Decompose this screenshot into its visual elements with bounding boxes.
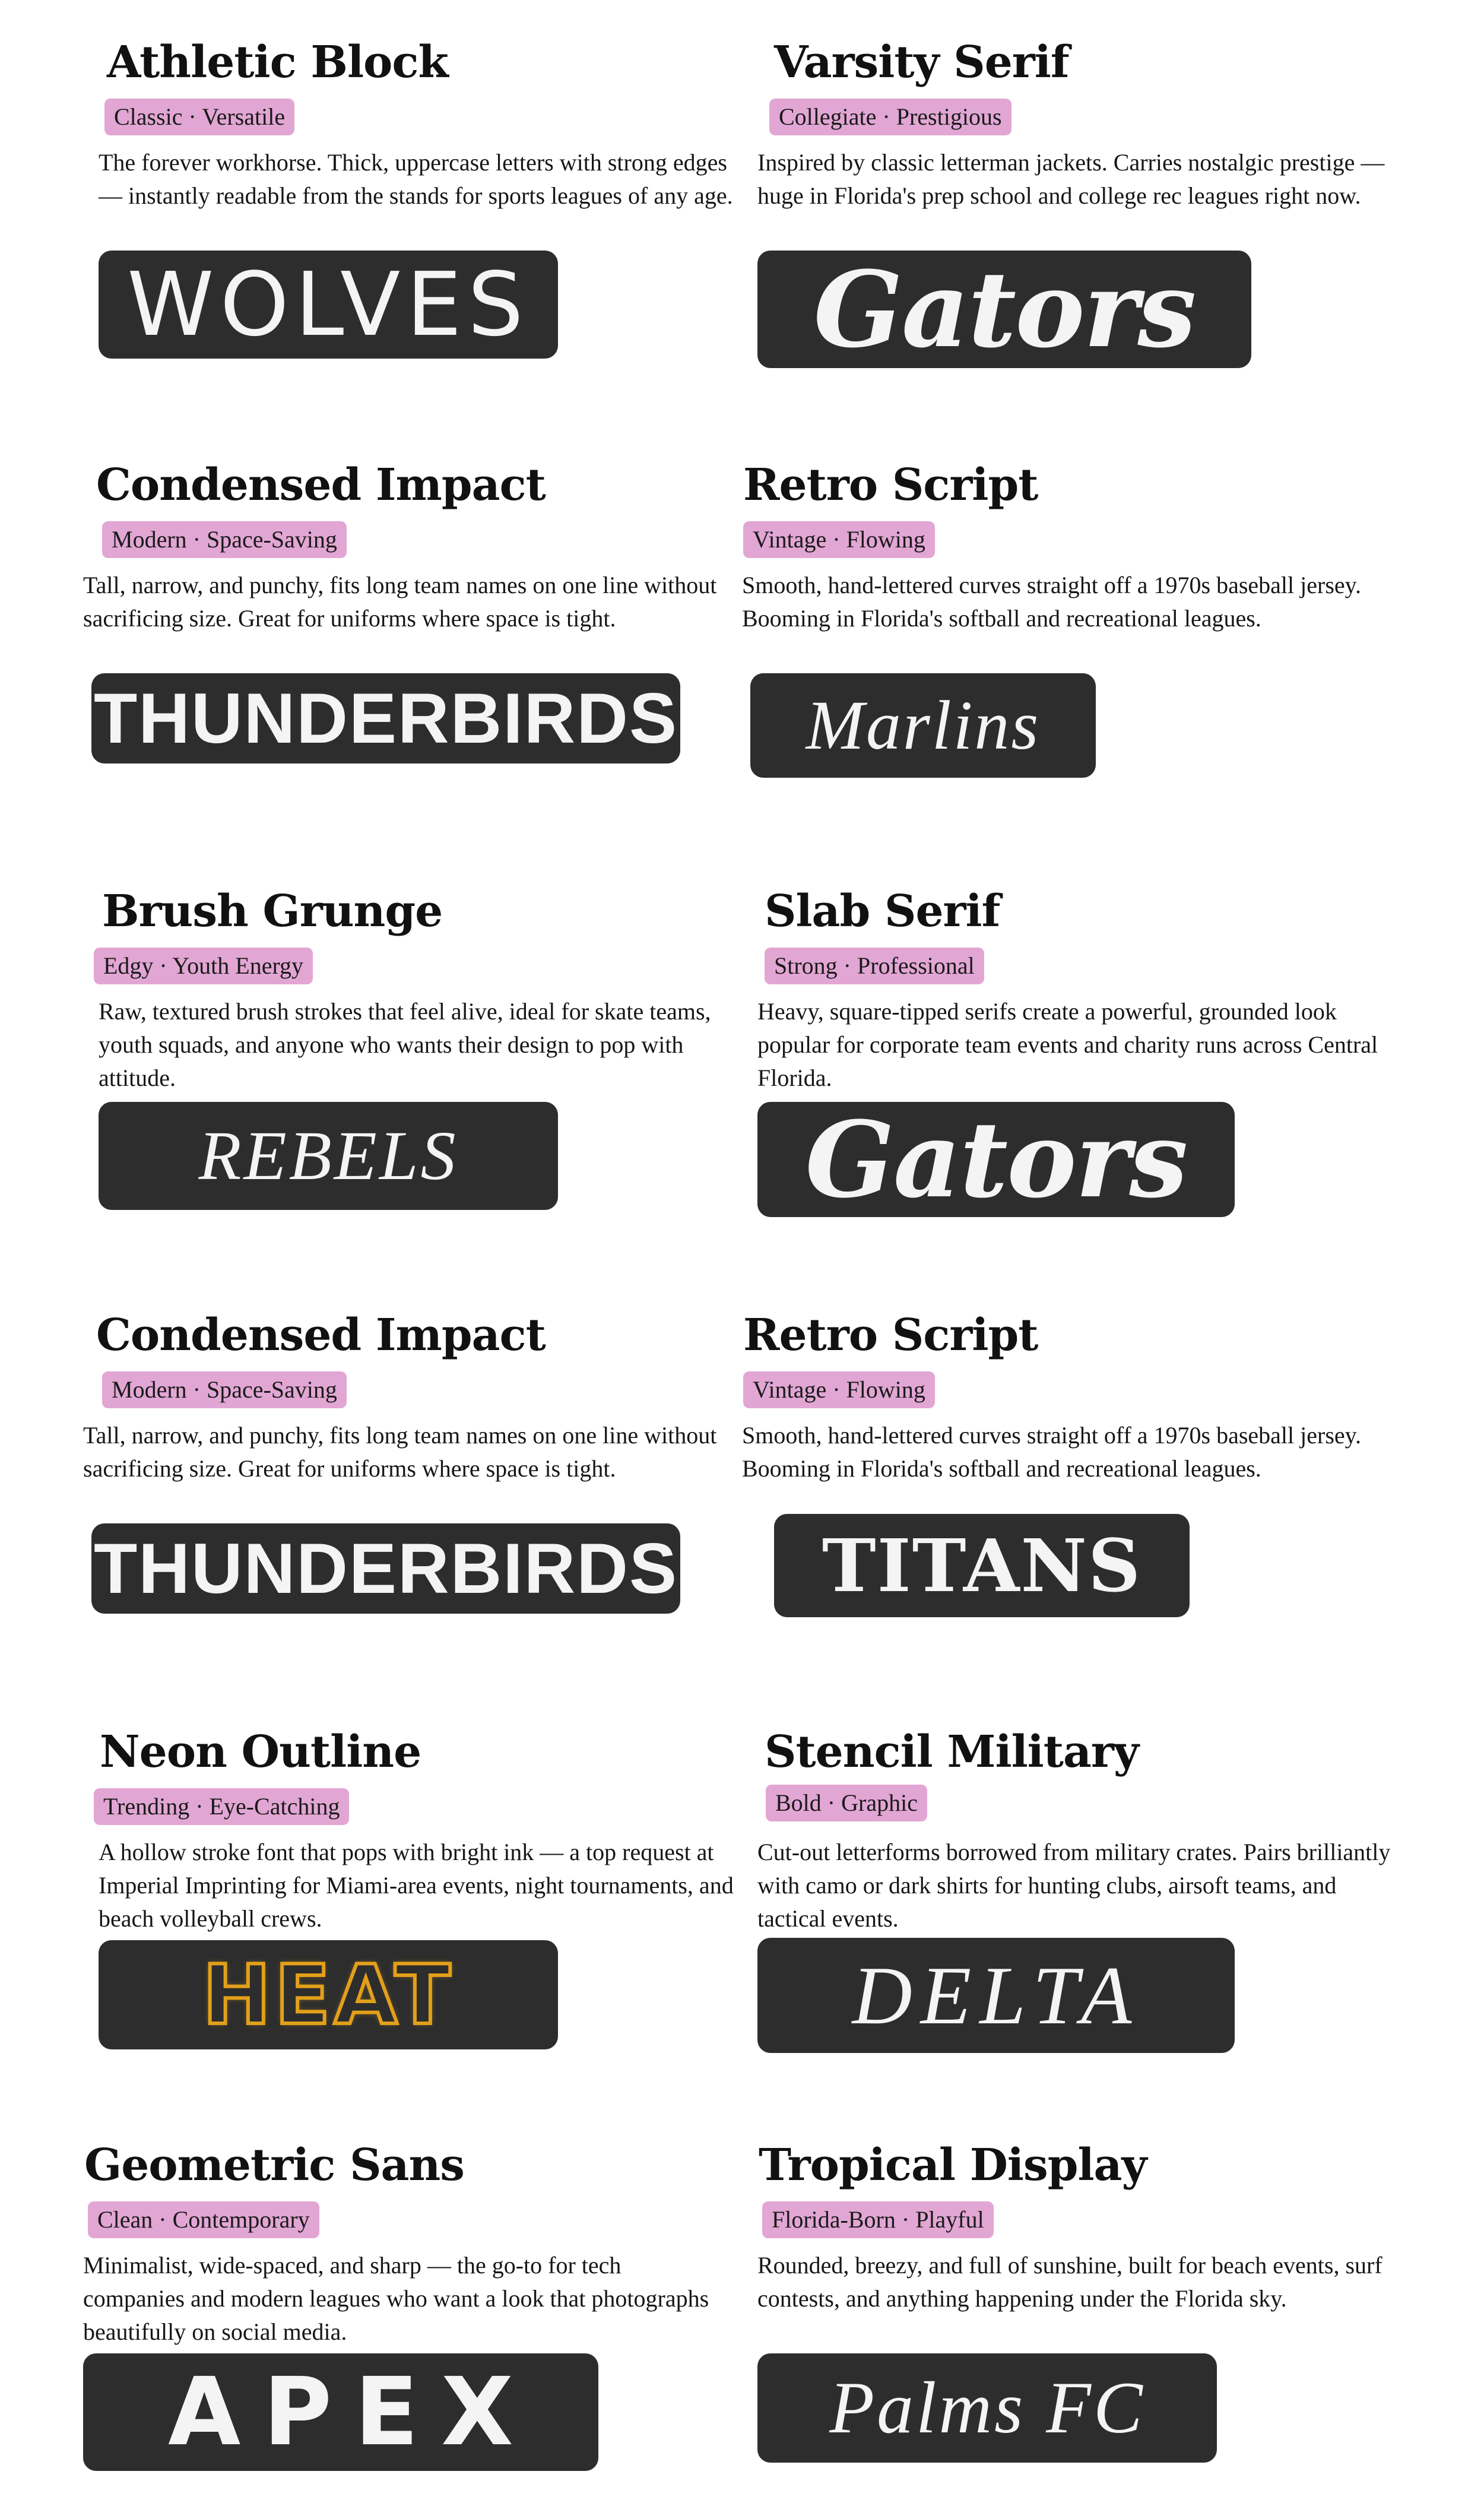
font-tags: Vintage · Flowing [743, 521, 935, 558]
font-title: Stencil Military [765, 1726, 1139, 1778]
font-tags: Trending · Eye-Catching [94, 1788, 349, 1825]
font-description: Smooth, hand-lettered curves straight off a 1970s baseball jersey. Booming in Florida's softball and recreational leagues. [742, 1422, 1362, 1482]
font-tags: Modern · Space-Saving [102, 1371, 347, 1408]
font-sample: THUNDERBIRDS [91, 1523, 680, 1614]
font-sample: Marlins [750, 673, 1096, 778]
font-title: Brush Grunge [102, 886, 443, 937]
font-title: Geometric Sans [84, 2140, 464, 2191]
font-sample: APEX [83, 2353, 598, 2471]
font-description: The forever workhorse. Thick, uppercase letters with strong edges — instantly readable from the stands for sports leagues of any age. [99, 149, 733, 209]
font-description: Inspired by classic letterman jackets. Carries nostalgic prestige — huge in Florida's prep school and college rec leagues right now. [757, 149, 1385, 209]
font-sample: Gators [757, 1102, 1235, 1217]
font-tags: Collegiate · Prestigious [769, 99, 1011, 135]
font-description: Tall, narrow, and punchy, fits long team names on one line without sacrificing size. Great for uniforms where space is tight. [83, 1422, 717, 1482]
font-description: Rounded, breezy, and full of sunshine, built for beach events, surf contests, and anything happening under the Florida sky. [757, 2252, 1382, 2312]
font-sample: HEAT [99, 1940, 558, 2049]
font-description: Raw, textured brush strokes that feel alive, ideal for skate teams, youth squads, and anyone who wants their design to pop with attitude. [99, 998, 711, 1091]
font-tags: Edgy · Youth Energy [94, 948, 313, 984]
font-title: Retro Script [743, 1310, 1038, 1361]
font-title: Neon Outline [100, 1726, 421, 1778]
font-title: Tropical Display [759, 2140, 1147, 2191]
font-tags: Classic · Versatile [104, 99, 294, 135]
font-description: Smooth, hand-lettered curves straight off a 1970s baseball jersey. Booming in Florida's softball and recreational leagues. [742, 572, 1362, 632]
font-tags: Bold · Graphic [766, 1785, 927, 1821]
font-tags: Vintage · Flowing [743, 1371, 935, 1408]
font-title: Varsity Serif [774, 37, 1069, 88]
font-description: A hollow stroke font that pops with bright ink — a top request at Imperial Imprinting for Miami-area events, night tournaments, and beach volleyball crews. [99, 1839, 734, 1932]
font-title: Retro Script [743, 460, 1038, 511]
font-title: Athletic Block [107, 37, 448, 88]
font-sample: Gators [757, 251, 1251, 368]
font-tags: Florida-Born · Playful [762, 2201, 994, 2238]
font-sample: REBELS [99, 1102, 558, 1210]
font-title: Condensed Impact [96, 1310, 546, 1361]
font-sample: WOLVES [99, 251, 558, 359]
font-sample: DELTA [757, 1938, 1235, 2053]
font-tags: Strong · Professional [765, 948, 984, 984]
font-description: Tall, narrow, and punchy, fits long team names on one line without sacrificing size. Great for uniforms where space is tight. [83, 572, 717, 632]
font-sample: THUNDERBIRDS [91, 673, 680, 763]
font-sample: TITANS [774, 1514, 1190, 1617]
font-title: Condensed Impact [96, 460, 546, 511]
font-description: Cut-out letterforms borrowed from military crates. Pairs brilliantly with camo or dark shirts for hunting clubs, airsoft teams, and tactical events. [757, 1839, 1391, 1932]
font-description: Heavy, square-tipped serifs create a powerful, grounded look popular for corporate team events and charity runs across Central Florida. [757, 998, 1378, 1091]
font-tags: Modern · Space-Saving [102, 521, 347, 558]
font-title: Slab Serif [765, 886, 1000, 937]
font-tags: Clean · Contemporary [88, 2201, 319, 2238]
font-description: Minimalist, wide-spaced, and sharp — the go-to for tech companies and modern leagues who want a look that photographs beautifully on social media. [83, 2252, 709, 2345]
font-sample: Palms FC [757, 2353, 1217, 2463]
